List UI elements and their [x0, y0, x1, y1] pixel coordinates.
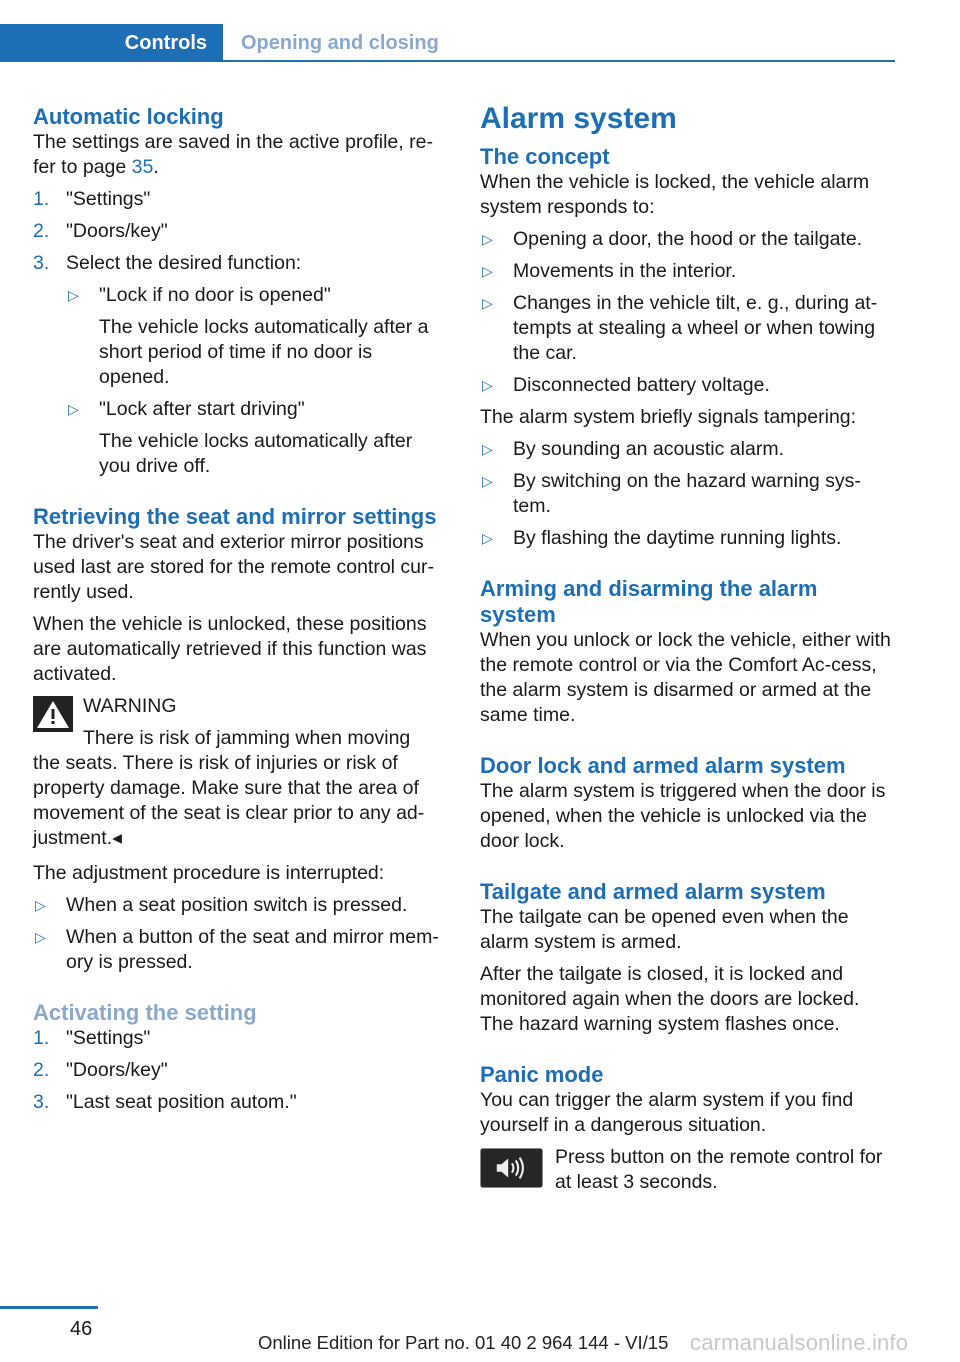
list-item: ▷ Movements in the interior.	[482, 260, 737, 282]
paragraph: The alarm system briefly signals tampering:	[480, 406, 857, 428]
bullet-triangle-icon: ▷	[35, 929, 46, 945]
heading-retrieving-settings: Retrieving the seat and mirror settings	[33, 504, 437, 529]
signals-list	[480, 437, 898, 551]
paragraph: After the tailgate is closed, it is locked and monitored again when the doors are locked. The hazard warning system flashes once.	[480, 963, 860, 1035]
heading-arming-disarming: Arming and disarming the alarm system	[480, 576, 818, 627]
heading-activating-setting: Activating the setting	[33, 1000, 257, 1025]
warning-title: WARNING	[83, 695, 177, 717]
list-item: 1. "Settings"	[33, 188, 151, 210]
warning-text: There is risk of jamming when moving the seats. There is risk of injuries or risk of property damage. Make sure that the area of movement of the seat is clear prior to any ad‐justment.◂	[33, 727, 425, 849]
paragraph: The tailgate can be opened even when the alarm system is armed.	[480, 906, 849, 953]
bullet-triangle-icon: ▷	[482, 473, 493, 489]
activate-steps	[33, 1026, 448, 1115]
list-item: ▷ When a seat position switch is pressed.	[35, 894, 408, 916]
list-item: ▷ Changes in the vehicle tilt, e. g., during at‐tempts at stealing a wheel or when towing the car.	[482, 292, 878, 364]
heading-door-lock-alarm: Door lock and armed alarm system	[480, 753, 846, 778]
interrupt-list	[33, 893, 448, 975]
bullet-triangle-icon: ▷	[482, 441, 493, 457]
right-column	[480, 100, 898, 1195]
list-item: 3. "Last seat position autom."	[33, 1091, 297, 1113]
panic-button-text: Press button on the remote control for at least 3 seconds.	[555, 1146, 883, 1193]
list-item: ▷ By sounding an acoustic alarm.	[482, 438, 784, 460]
left-column	[33, 100, 448, 1122]
list-item: ▷ "Lock if no door is opened" The vehicle locks automatically after a short period of time if no door is opened.	[68, 284, 429, 388]
bullet-triangle-icon: ▷	[482, 231, 493, 247]
paragraph: The alarm system is triggered when the door is opened, when the vehicle is unlocked via the door lock.	[480, 780, 886, 852]
page-header	[0, 24, 895, 62]
heading-automatic-locking: Automatic locking	[33, 104, 224, 129]
list-item: 1. "Settings"	[33, 1027, 151, 1049]
bullet-triangle-icon: ▷	[482, 295, 493, 311]
concept-list	[480, 227, 898, 398]
list-item: ▷ By flashing the daytime running lights.	[482, 527, 842, 549]
bullet-triangle-icon: ▷	[482, 263, 493, 279]
auto-lock-intro: The settings are saved in the active profile, re‐fer to page 35.	[33, 131, 433, 178]
heading-tailgate-alarm: Tailgate and armed alarm system	[480, 879, 826, 904]
watermark: carmanualsonline.info	[690, 1330, 909, 1355]
bullet-triangle-icon: ▷	[68, 287, 79, 303]
page-number: 46	[70, 1318, 93, 1340]
section-tab-opening-closing[interactable]: Opening and closing	[241, 32, 439, 54]
paragraph: When the vehicle is unlocked, these positions are automatically retrieved if this function was activated.	[33, 613, 427, 685]
paragraph: The driver's seat and exterior mirror positions used last are stored for the remote control cur‐rently used.	[33, 531, 435, 603]
auto-lock-steps	[33, 187, 448, 479]
function-options	[66, 283, 448, 479]
bullet-triangle-icon: ▷	[482, 530, 493, 546]
panic-button-instruction	[480, 1145, 898, 1195]
list-item: 2. "Doors/key"	[33, 220, 168, 242]
bullet-triangle-icon: ▷	[68, 401, 79, 417]
list-item: ▷ Opening a door, the hood or the tailgate.	[482, 228, 863, 250]
heading-alarm-system: Alarm system	[480, 102, 677, 135]
heading-the-concept: The concept	[480, 144, 610, 169]
list-item: ▷ When a button of the seat and mirror mem‐ory is pressed.	[35, 926, 439, 973]
footer-rule	[0, 1306, 98, 1309]
list-item: 3. Select the desired function: ▷ "Lock if no door is opened" The vehicle locks automatically after a short period of time if no door is opened. ▷ "Lock after start driving" The vehicle locks automatically after you drive off.	[33, 251, 448, 479]
bullet-triangle-icon: ▷	[482, 377, 493, 393]
bullet-triangle-icon: ▷	[35, 897, 46, 913]
paragraph: The adjustment procedure is interrupted:	[33, 862, 385, 884]
section-tab-controls[interactable]: Controls	[0, 24, 223, 62]
warning-box	[33, 694, 448, 851]
paragraph: When you unlock or lock the vehicle, either with the remote control or via the Comfort Ac‐cess, the alarm system is disarmed or armed at the same time.	[480, 629, 891, 726]
list-item: ▷ "Lock after start driving" The vehicle locks automatically after you drive off.	[68, 398, 413, 477]
edition-text: Online Edition for Part no. 01 40 2 964 144 - VI/15	[258, 1332, 669, 1353]
list-item: ▷ By switching on the hazard warning sys‐tem.	[482, 470, 861, 517]
warning-icon	[33, 696, 73, 732]
page-reference-link[interactable]: 35	[131, 156, 154, 178]
paragraph: When the vehicle is locked, the vehicle alarm system responds to:	[480, 171, 870, 218]
paragraph: You can trigger the alarm system if you find yourself in a dangerous situation.	[480, 1089, 854, 1136]
list-item: 2. "Doors/key"	[33, 1059, 168, 1081]
heading-panic-mode: Panic mode	[480, 1062, 604, 1087]
panic-speaker-icon	[480, 1148, 543, 1188]
list-item: ▷ Disconnected battery voltage.	[482, 374, 770, 396]
